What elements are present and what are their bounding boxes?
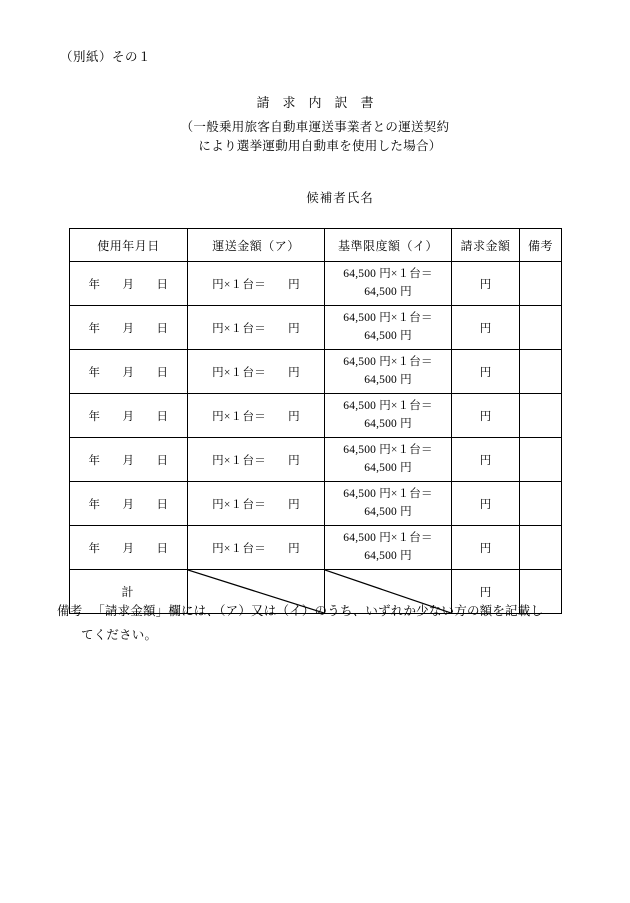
subtitle-line-1: （一般乗用旅客自動車運送事業者との運送契約: [180, 120, 450, 134]
cell-limit-amount: [325, 306, 452, 350]
fee-unit-label: 円×１台＝: [212, 410, 267, 423]
cell-claim-amount[interactable]: 円: [452, 482, 520, 526]
date-day-label: 日: [156, 410, 169, 423]
date-day-label: 日: [156, 366, 169, 379]
cell-transport-fee[interactable]: [188, 394, 325, 438]
cell-claim-amount[interactable]: 円: [452, 306, 520, 350]
cell-transport-fee[interactable]: [188, 350, 325, 394]
date-day-label: 日: [156, 278, 169, 291]
date-month-label: 月: [122, 278, 135, 291]
limit-line-2: 64,500 円: [364, 329, 412, 342]
cell-limit-amount: [325, 482, 452, 526]
cell-limit-amount: [325, 394, 452, 438]
fee-unit-label: 円×１台＝: [212, 542, 267, 555]
date-year-label: 年: [88, 366, 101, 379]
date-year-label: 年: [88, 410, 101, 423]
table-row: [70, 482, 562, 526]
attachment-label: （別紙）その１: [60, 50, 152, 64]
cell-limit-amount: [325, 350, 452, 394]
invoice-table: [69, 228, 562, 614]
date-year-label: 年: [88, 322, 101, 335]
fee-currency-label: 円: [288, 366, 300, 379]
cell-limit-amount: [325, 438, 452, 482]
header-transport-fee: 運送金額（ア）: [188, 229, 325, 262]
cell-limit-amount: [325, 526, 452, 570]
date-month-label: 月: [122, 410, 135, 423]
date-year-label: 年: [88, 454, 101, 467]
cell-transport-fee[interactable]: [188, 526, 325, 570]
date-year-label: 年: [88, 498, 101, 511]
limit-line-2: 64,500 円: [364, 373, 412, 386]
cell-claim-amount[interactable]: 円: [452, 262, 520, 306]
header-limit-amount: 基準限度額（イ）: [325, 229, 452, 262]
title-block: [0, 92, 630, 157]
cell-claim-amount[interactable]: 円: [452, 394, 520, 438]
cell-use-date[interactable]: [70, 526, 188, 570]
date-day-label: 日: [156, 498, 169, 511]
limit-line-1: 64,500 円×１台＝: [343, 400, 433, 413]
fee-unit-label: 円×１台＝: [212, 454, 267, 467]
cell-note[interactable]: [520, 394, 562, 438]
fee-currency-label: 円: [288, 278, 300, 291]
date-month-label: 月: [122, 322, 135, 335]
fee-currency-label: 円: [288, 542, 300, 555]
fee-unit-label: 円×１台＝: [212, 278, 267, 291]
limit-line-2: 64,500 円: [364, 549, 412, 562]
date-month-label: 月: [122, 454, 135, 467]
cell-use-date[interactable]: [70, 306, 188, 350]
cell-note[interactable]: [520, 438, 562, 482]
date-day-label: 日: [156, 542, 169, 555]
cell-use-date[interactable]: [70, 262, 188, 306]
date-month-label: 月: [122, 498, 135, 511]
cell-note[interactable]: [520, 306, 562, 350]
cell-transport-fee[interactable]: [188, 438, 325, 482]
candidate-name-label: 候補者氏名: [306, 191, 374, 205]
total-claim-amount[interactable]: 円: [452, 570, 520, 614]
page-subtitle: [0, 118, 630, 157]
date-day-label: 日: [156, 322, 169, 335]
footnote-line-1: 「請求金額」欄には、（ア）又は（イ）のうち、いずれか少ない方の額を記載し: [98, 604, 544, 618]
footnote-label: 備考: [57, 604, 83, 618]
fee-unit-label: 円×１台＝: [212, 366, 267, 379]
header-claim-amount: 請求金額: [452, 229, 520, 262]
limit-line-1: 64,500 円×１台＝: [343, 356, 433, 369]
cell-use-date[interactable]: [70, 350, 188, 394]
limit-line-1: 64,500 円×１台＝: [343, 488, 433, 501]
fee-currency-label: 円: [288, 498, 300, 511]
fee-unit-label: 円×１台＝: [212, 322, 267, 335]
header-use-date: 使用年月日: [70, 229, 188, 262]
cell-claim-amount[interactable]: 円: [452, 526, 520, 570]
limit-line-1: 64,500 円×１台＝: [343, 532, 433, 545]
cell-claim-amount[interactable]: 円: [452, 350, 520, 394]
table-row: [70, 350, 562, 394]
footnote: [57, 600, 577, 648]
limit-line-2: 64,500 円: [364, 417, 412, 430]
cell-transport-fee[interactable]: [188, 482, 325, 526]
cell-note[interactable]: [520, 262, 562, 306]
cell-claim-amount[interactable]: 円: [452, 438, 520, 482]
table-row: [70, 438, 562, 482]
subtitle-line-2: により選挙運動用自動車を使用した場合）: [198, 139, 442, 154]
cell-transport-fee[interactable]: [188, 306, 325, 350]
fee-unit-label: 円×１台＝: [212, 498, 267, 511]
fee-currency-label: 円: [288, 410, 300, 423]
table-row: [70, 262, 562, 306]
date-year-label: 年: [88, 542, 101, 555]
cell-use-date[interactable]: [70, 394, 188, 438]
cell-limit-amount: [325, 262, 452, 306]
footnote-line-2: てください。: [81, 627, 158, 642]
header-note: 備考: [520, 229, 562, 262]
limit-line-2: 64,500 円: [364, 461, 412, 474]
date-year-label: 年: [88, 278, 101, 291]
cell-note[interactable]: [520, 526, 562, 570]
limit-line-1: 64,500 円×１台＝: [343, 444, 433, 457]
limit-line-1: 64,500 円×１台＝: [343, 268, 433, 281]
table-header-row: [70, 229, 562, 262]
date-day-label: 日: [156, 454, 169, 467]
table-row: [70, 394, 562, 438]
cell-note[interactable]: [520, 350, 562, 394]
date-month-label: 月: [122, 542, 135, 555]
cell-use-date[interactable]: [70, 438, 188, 482]
limit-line-2: 64,500 円: [364, 285, 412, 298]
table-row: [70, 526, 562, 570]
limit-line-1: 64,500 円×１台＝: [343, 312, 433, 325]
total-label: 計: [70, 570, 188, 614]
fee-currency-label: 円: [288, 454, 300, 467]
page-title: 請求内訳書: [256, 95, 387, 110]
cell-transport-fee[interactable]: [188, 262, 325, 306]
cell-use-date[interactable]: [70, 482, 188, 526]
cell-note[interactable]: [520, 482, 562, 526]
date-month-label: 月: [122, 366, 135, 379]
fee-currency-label: 円: [288, 322, 300, 335]
limit-line-2: 64,500 円: [364, 505, 412, 518]
table-row: [70, 306, 562, 350]
